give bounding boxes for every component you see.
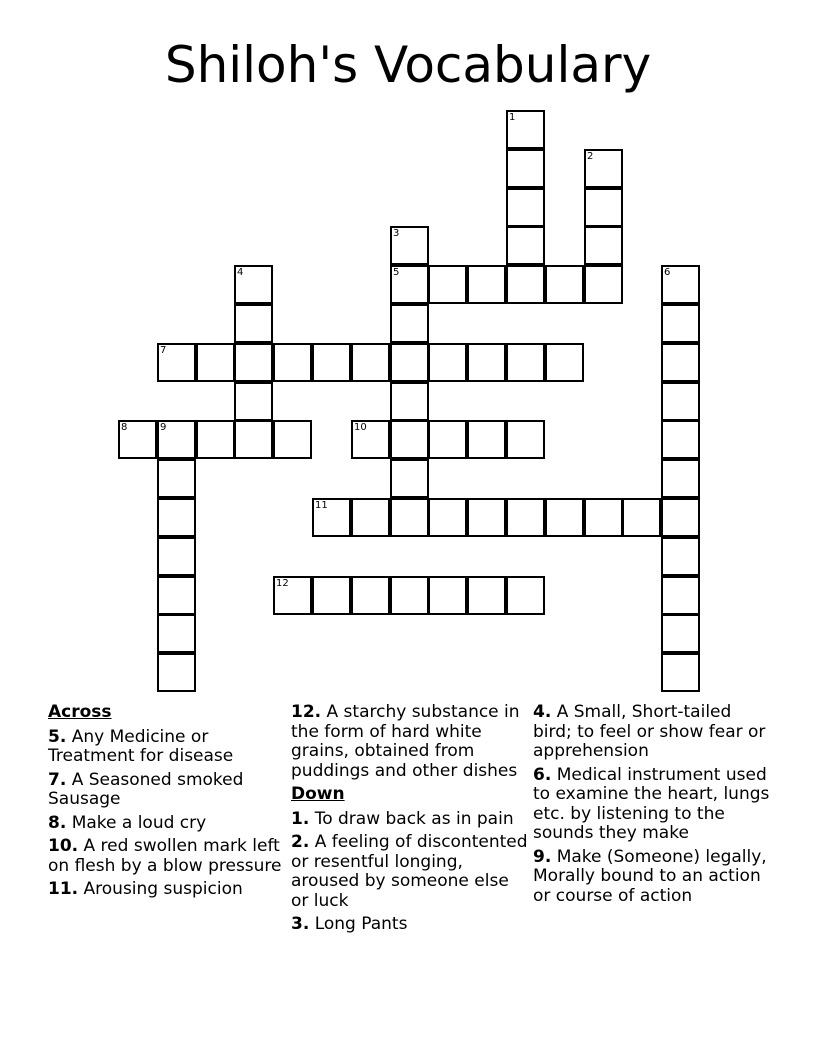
clue-item: [533, 766, 771, 844]
clue-item: [291, 833, 529, 911]
grid-cell[interactable]: [234, 304, 273, 343]
clue-item: [48, 814, 286, 834]
clue-number: 1: [509, 112, 516, 123]
clue-number: 4: [237, 267, 244, 278]
grid-cell[interactable]: [351, 498, 390, 537]
grid-cell[interactable]: [467, 498, 506, 537]
grid-cell[interactable]: [506, 343, 545, 382]
clue-number-label: 6.: [533, 764, 552, 785]
clue-number: 2: [587, 151, 594, 162]
grid-cell[interactable]: [157, 343, 196, 382]
grid-cell[interactable]: [545, 343, 584, 382]
grid-cell[interactable]: [661, 343, 700, 382]
grid-cell[interactable]: [312, 498, 351, 537]
grid-cell[interactable]: [467, 420, 506, 459]
clue-column-2: [291, 703, 529, 939]
grid-cell[interactable]: [428, 343, 467, 382]
clue-item: [291, 810, 529, 830]
clue-item: [291, 915, 529, 935]
clue-text: A starchy substance in the form of hard white grains, obtained from puddings and other dishes: [291, 702, 520, 781]
grid-cell[interactable]: [351, 576, 390, 615]
clue-text: Arousing suspicion: [78, 879, 243, 899]
clue-number: 5: [393, 267, 400, 278]
clue-item: [533, 703, 771, 762]
clue-number: 3: [393, 228, 400, 239]
grid-cell[interactable]: [390, 498, 429, 537]
grid-cell[interactable]: [506, 226, 545, 265]
clue-column-1: [48, 703, 286, 904]
clue-text: To draw back as in pain: [309, 808, 514, 829]
grid-cell[interactable]: [234, 420, 273, 459]
clue-number: 12: [276, 578, 289, 589]
grid-cell[interactable]: [661, 653, 700, 692]
clue-section-heading: Across: [48, 702, 112, 722]
grid-cell[interactable]: [467, 343, 506, 382]
grid-cell[interactable]: [584, 149, 623, 188]
grid-cell[interactable]: [584, 188, 623, 227]
grid-cell[interactable]: [661, 537, 700, 576]
clue-text: A red swollen mark left on flesh by a blow pressure: [48, 836, 282, 876]
clue-text: Long Pants: [309, 914, 408, 934]
grid-cell[interactable]: [661, 304, 700, 343]
clue-text: A feeling of discontented or resentful longing, aroused by someone else or luck: [291, 832, 528, 911]
grid-cell[interactable]: [234, 382, 273, 421]
clue-number-label: 2.: [291, 832, 310, 852]
grid-cell[interactable]: [351, 420, 390, 459]
grid-cell[interactable]: [661, 265, 700, 304]
grid-cell[interactable]: [390, 226, 429, 265]
grid-cell[interactable]: [661, 576, 700, 615]
grid-cell[interactable]: [234, 265, 273, 304]
grid-cell[interactable]: [390, 382, 429, 421]
grid-cell[interactable]: [506, 576, 545, 615]
clue-text: Medical instrument used to examine the heart, lungs etc. by listening to the sounds they make: [533, 764, 770, 843]
clue-text: A Seasoned smoked Sausage: [48, 769, 244, 809]
grid-cell[interactable]: [196, 420, 235, 459]
grid-cell[interactable]: [467, 576, 506, 615]
grid-cell[interactable]: [157, 537, 196, 576]
clue-text: Any Medicine or Treatment for disease: [48, 726, 234, 766]
grid-cell[interactable]: [661, 382, 700, 421]
grid-cell[interactable]: [390, 420, 429, 459]
grid-cell[interactable]: [273, 343, 312, 382]
grid-cell[interactable]: [661, 420, 700, 459]
grid-cell[interactable]: [506, 110, 545, 149]
clue-item: [48, 837, 286, 876]
grid-cell[interactable]: [157, 576, 196, 615]
clue-text: A Small, Short-tailed bird; to feel or show fear or apprehension: [533, 702, 766, 761]
page-title: Shiloh's Vocabulary: [164, 36, 652, 94]
grid-cell[interactable]: [584, 226, 623, 265]
clue-number-label: 12.: [291, 702, 322, 722]
grid-cell[interactable]: [157, 498, 196, 537]
grid-cell[interactable]: [506, 149, 545, 188]
clue-item: [291, 703, 529, 781]
grid-cell[interactable]: [506, 265, 545, 304]
clue-item: [48, 771, 286, 810]
grid-cell[interactable]: [545, 498, 584, 537]
grid-cell[interactable]: [584, 265, 623, 304]
clue-number-label: 11.: [48, 879, 79, 899]
clue-section-heading: Down: [291, 784, 345, 804]
grid-cell[interactable]: [390, 459, 429, 498]
grid-cell[interactable]: [157, 653, 196, 692]
grid-cell[interactable]: [118, 420, 157, 459]
clue-number: 11: [315, 500, 328, 511]
grid-cell[interactable]: [545, 265, 584, 304]
clue-number-label: 7.: [48, 769, 67, 790]
grid-cell[interactable]: [273, 576, 312, 615]
clue-number-label: 1.: [291, 808, 310, 829]
clue-number: 8: [121, 422, 128, 433]
grid-cell[interactable]: [234, 343, 273, 382]
clue-text: Make (Someone) legally, Morally bound to an action or course of action: [533, 846, 767, 906]
grid-cell[interactable]: [661, 614, 700, 653]
grid-cell[interactable]: [467, 265, 506, 304]
clue-number-label: 10.: [48, 836, 79, 856]
clue-number: 7: [160, 345, 167, 356]
clue-column-3: [533, 703, 771, 910]
grid-cell[interactable]: [661, 498, 700, 537]
grid-cell[interactable]: [273, 420, 312, 459]
clue-item: [48, 728, 286, 767]
grid-cell[interactable]: [390, 576, 429, 615]
grid-cell[interactable]: [428, 498, 467, 537]
grid-cell[interactable]: [506, 188, 545, 227]
clue-number-label: 4.: [533, 702, 552, 722]
clue-number: 10: [354, 422, 367, 433]
grid-cell[interactable]: [390, 265, 429, 304]
grid-cell[interactable]: [506, 420, 545, 459]
grid-cell[interactable]: [661, 459, 700, 498]
grid-cell[interactable]: [390, 343, 429, 382]
clue-text: Make a loud cry: [66, 812, 207, 833]
clue-number-label: 9.: [533, 846, 552, 867]
grid-cell[interactable]: [312, 343, 351, 382]
clue-number-label: 3.: [291, 914, 310, 934]
grid-cell[interactable]: [506, 498, 545, 537]
grid-cell[interactable]: [428, 420, 467, 459]
grid-cell[interactable]: [584, 498, 623, 537]
grid-cell[interactable]: [622, 498, 661, 537]
grid-cell[interactable]: [157, 459, 196, 498]
grid-cell[interactable]: [351, 343, 390, 382]
clue-number: 9: [160, 422, 167, 433]
grid-cell[interactable]: [196, 343, 235, 382]
grid-cell[interactable]: [312, 576, 351, 615]
clue-item: [48, 880, 286, 900]
grid-cell[interactable]: [428, 265, 467, 304]
grid-cell[interactable]: [428, 576, 467, 615]
clue-number: 6: [664, 267, 671, 278]
clue-number-label: 5.: [48, 726, 67, 747]
clue-number-label: 8.: [48, 812, 67, 833]
grid-cell[interactable]: [390, 304, 429, 343]
grid-cell[interactable]: [157, 420, 196, 459]
clue-item: [533, 848, 771, 907]
grid-cell[interactable]: [157, 614, 196, 653]
